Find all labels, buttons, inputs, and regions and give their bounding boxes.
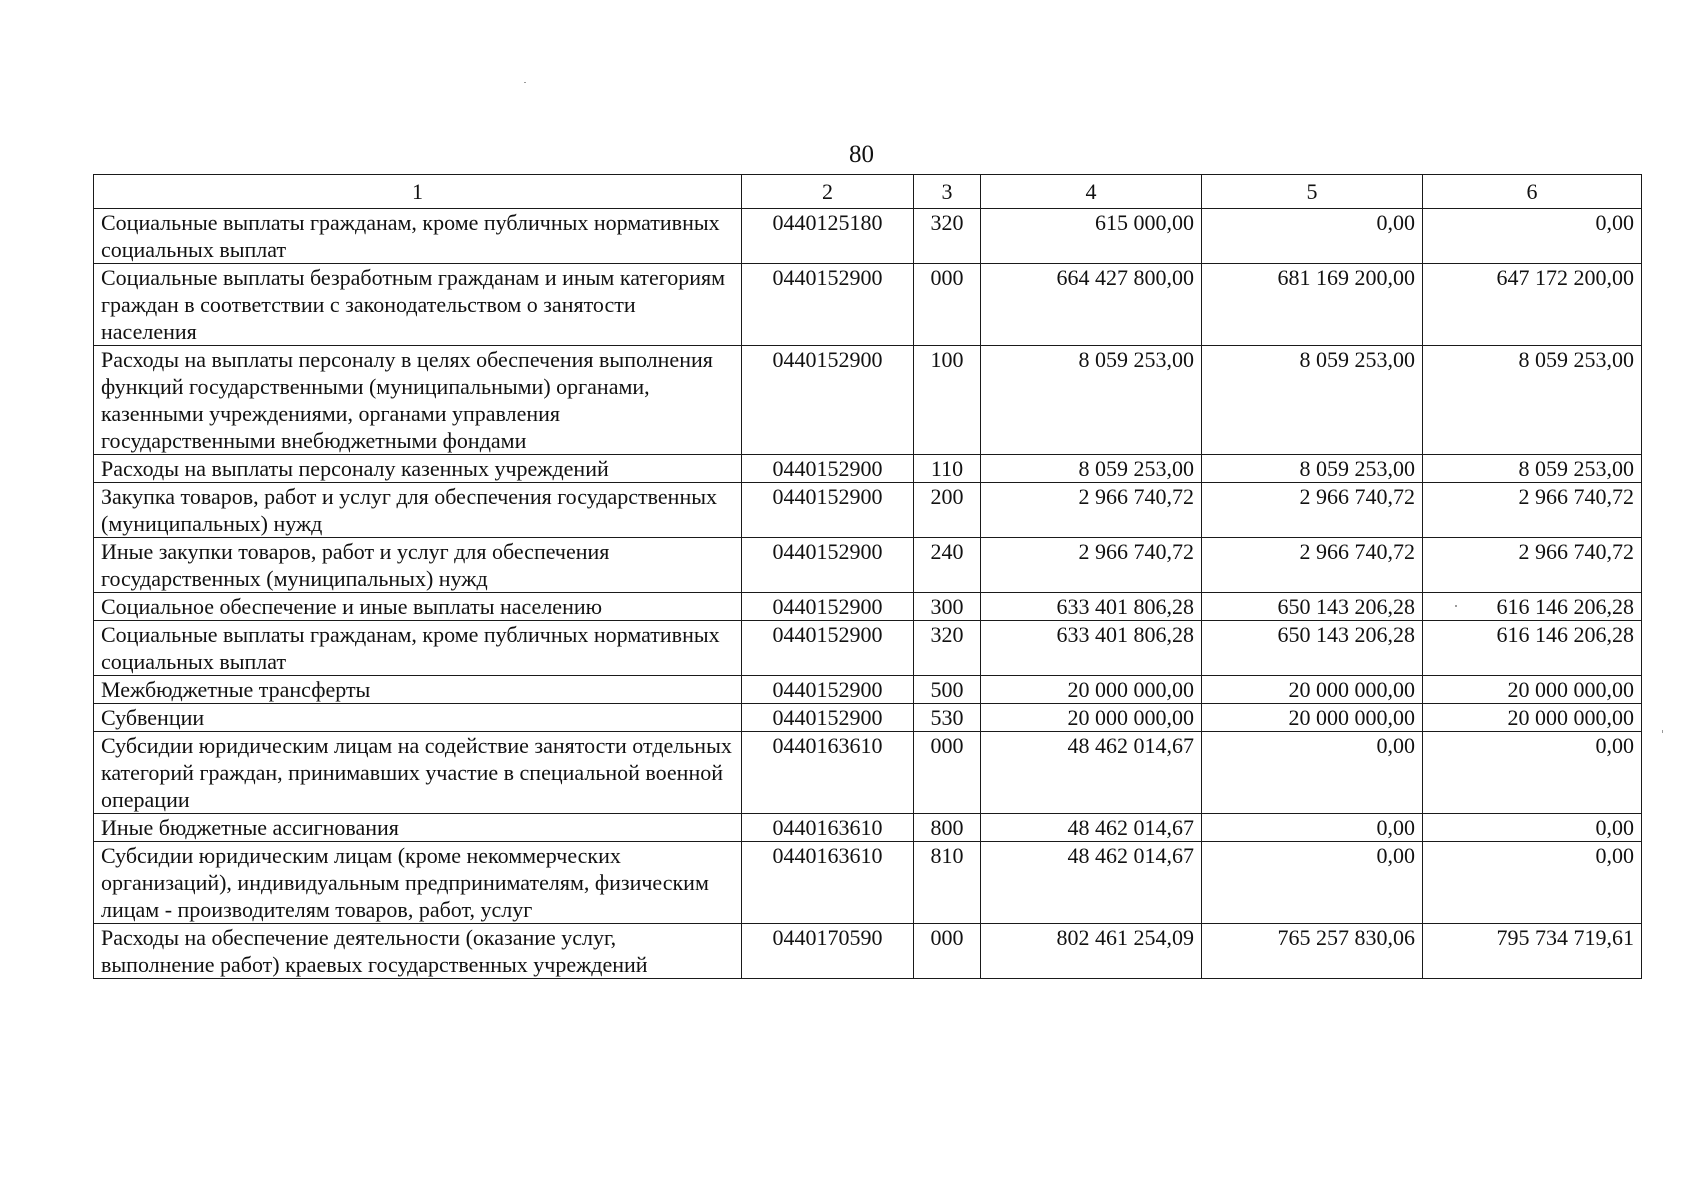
row-amount-col5-cell: 8 059 253,00	[1202, 346, 1423, 455]
table-row	[94, 264, 1642, 346]
row-amount-col5-cell: 0,00	[1202, 814, 1423, 842]
table-row	[94, 455, 1642, 483]
row-amount-col6-cell: 2 966 740,72	[1423, 483, 1642, 538]
row-code-cell: 0440163610	[742, 814, 914, 842]
row-amount-col6-cell: 0,00	[1423, 209, 1642, 264]
row-amount-col5-cell: 0,00	[1202, 209, 1423, 264]
row-amount-col4-cell: 633 401 806,28	[981, 621, 1202, 676]
table-row	[94, 924, 1642, 979]
row-amount-col6-cell: 616 146 206,28	[1423, 621, 1642, 676]
row-expense-type-cell: 320	[914, 209, 981, 264]
row-amount-col5-cell: 0,00	[1202, 842, 1423, 924]
row-name-cell: Межбюджетные трансферты	[94, 676, 742, 704]
row-amount-col6-cell: 647 172 200,00	[1423, 264, 1642, 346]
row-amount-col6-cell: 2 966 740,72	[1423, 538, 1642, 593]
budget-table	[93, 174, 1642, 979]
row-amount-col6-cell: 0,00	[1423, 842, 1642, 924]
row-name-cell: Субсидии юридическим лицам на содействие занятости отдельных категорий граждан, принимавших участие в специальной военной операции	[94, 732, 742, 814]
row-amount-col5-cell: 8 059 253,00	[1202, 455, 1423, 483]
row-amount-col4-cell: 48 462 014,67	[981, 842, 1202, 924]
row-name-cell: Иные закупки товаров, работ и услуг для обеспечения государственных (муниципальных) нужд	[94, 538, 742, 593]
row-amount-col4-cell: 802 461 254,09	[981, 924, 1202, 979]
row-code-cell: 0440152900	[742, 676, 914, 704]
row-code-cell: 0440152900	[742, 704, 914, 732]
row-amount-col4-cell: 8 059 253,00	[981, 455, 1202, 483]
row-name-cell: Иные бюджетные ассигнования	[94, 814, 742, 842]
row-amount-col4-cell: 2 966 740,72	[981, 483, 1202, 538]
row-amount-col6-cell: 795 734 719,61	[1423, 924, 1642, 979]
row-amount-col4-cell: 633 401 806,28	[981, 593, 1202, 621]
column-header: 4	[981, 175, 1202, 209]
row-amount-col6-cell: 616 146 206,28	[1423, 593, 1642, 621]
scan-speck	[524, 82, 526, 83]
row-code-cell: 0440170590	[742, 924, 914, 979]
row-code-cell: 0440152900	[742, 264, 914, 346]
row-code-cell: 0440152900	[742, 483, 914, 538]
table-row	[94, 346, 1642, 455]
row-name-cell: Закупка товаров, работ и услуг для обеспечения государственных (муниципальных) нужд	[94, 483, 742, 538]
row-expense-type-cell: 500	[914, 676, 981, 704]
row-amount-col6-cell: 8 059 253,00	[1423, 455, 1642, 483]
row-name-cell: Расходы на обеспечение деятельности (оказание услуг, выполнение работ) краевых государственных учреждений	[94, 924, 742, 979]
row-name-cell: Социальные выплаты гражданам, кроме публичных нормативных социальных выплат	[94, 209, 742, 264]
row-amount-col6-cell: 0,00	[1423, 814, 1642, 842]
row-expense-type-cell: 200	[914, 483, 981, 538]
row-expense-type-cell: 810	[914, 842, 981, 924]
row-amount-col5-cell: 2 966 740,72	[1202, 483, 1423, 538]
row-code-cell: 0440152900	[742, 346, 914, 455]
row-code-cell: 0440152900	[742, 455, 914, 483]
row-expense-type-cell: 100	[914, 346, 981, 455]
page-number: 80	[849, 141, 874, 168]
scan-speck	[1455, 605, 1457, 607]
row-amount-col5-cell: 20 000 000,00	[1202, 676, 1423, 704]
row-amount-col5-cell: 681 169 200,00	[1202, 264, 1423, 346]
row-amount-col4-cell: 8 059 253,00	[981, 346, 1202, 455]
row-code-cell: 0440152900	[742, 538, 914, 593]
row-name-cell: Социальные выплаты безработным гражданам и иным категориям граждан в соответствии с законодательством о занятости населения	[94, 264, 742, 346]
row-code-cell: 0440152900	[742, 621, 914, 676]
row-expense-type-cell: 000	[914, 264, 981, 346]
row-amount-col4-cell: 664 427 800,00	[981, 264, 1202, 346]
row-amount-col5-cell: 0,00	[1202, 732, 1423, 814]
row-amount-col5-cell: 765 257 830,06	[1202, 924, 1423, 979]
table-row	[94, 842, 1642, 924]
row-expense-type-cell: 240	[914, 538, 981, 593]
table-row	[94, 704, 1642, 732]
row-amount-col5-cell: 650 143 206,28	[1202, 593, 1423, 621]
row-amount-col6-cell: 0,00	[1423, 732, 1642, 814]
row-amount-col5-cell: 20 000 000,00	[1202, 704, 1423, 732]
table-row	[94, 676, 1642, 704]
table-row	[94, 209, 1642, 264]
row-amount-col4-cell: 20 000 000,00	[981, 704, 1202, 732]
scan-speck	[1662, 730, 1663, 733]
table-header-row	[94, 175, 1642, 209]
row-code-cell: 0440152900	[742, 593, 914, 621]
row-amount-col4-cell: 20 000 000,00	[981, 676, 1202, 704]
column-header: 1	[94, 175, 742, 209]
table-row	[94, 621, 1642, 676]
row-code-cell: 0440163610	[742, 842, 914, 924]
row-expense-type-cell: 300	[914, 593, 981, 621]
row-amount-col4-cell: 615 000,00	[981, 209, 1202, 264]
row-amount-col5-cell: 650 143 206,28	[1202, 621, 1423, 676]
row-name-cell: Расходы на выплаты персоналу казенных учреждений	[94, 455, 742, 483]
table-row	[94, 538, 1642, 593]
column-header: 2	[742, 175, 914, 209]
column-header: 6	[1423, 175, 1642, 209]
row-expense-type-cell: 000	[914, 924, 981, 979]
row-amount-col6-cell: 20 000 000,00	[1423, 676, 1642, 704]
column-header: 5	[1202, 175, 1423, 209]
table-row	[94, 593, 1642, 621]
row-amount-col6-cell: 20 000 000,00	[1423, 704, 1642, 732]
column-header: 3	[914, 175, 981, 209]
row-name-cell: Социальные выплаты гражданам, кроме публичных нормативных социальных выплат	[94, 621, 742, 676]
row-amount-col5-cell: 2 966 740,72	[1202, 538, 1423, 593]
row-name-cell: Социальное обеспечение и иные выплаты населению	[94, 593, 742, 621]
table-row	[94, 732, 1642, 814]
row-expense-type-cell: 000	[914, 732, 981, 814]
row-name-cell: Субвенции	[94, 704, 742, 732]
row-expense-type-cell: 110	[914, 455, 981, 483]
table-row	[94, 483, 1642, 538]
row-amount-col4-cell: 48 462 014,67	[981, 814, 1202, 842]
row-amount-col4-cell: 48 462 014,67	[981, 732, 1202, 814]
row-amount-col6-cell: 8 059 253,00	[1423, 346, 1642, 455]
row-expense-type-cell: 530	[914, 704, 981, 732]
row-name-cell: Расходы на выплаты персоналу в целях обеспечения выполнения функций государственными (муниципальными) органами, казенными учреждениями, органами управления государственными внебюджетными фондами	[94, 346, 742, 455]
row-code-cell: 0440125180	[742, 209, 914, 264]
table-row	[94, 814, 1642, 842]
row-expense-type-cell: 800	[914, 814, 981, 842]
row-expense-type-cell: 320	[914, 621, 981, 676]
row-name-cell: Субсидии юридическим лицам (кроме некоммерческих организаций), индивидуальным предпринимателям, физическим лицам - производителям товаров, работ, услуг	[94, 842, 742, 924]
row-code-cell: 0440163610	[742, 732, 914, 814]
row-amount-col4-cell: 2 966 740,72	[981, 538, 1202, 593]
